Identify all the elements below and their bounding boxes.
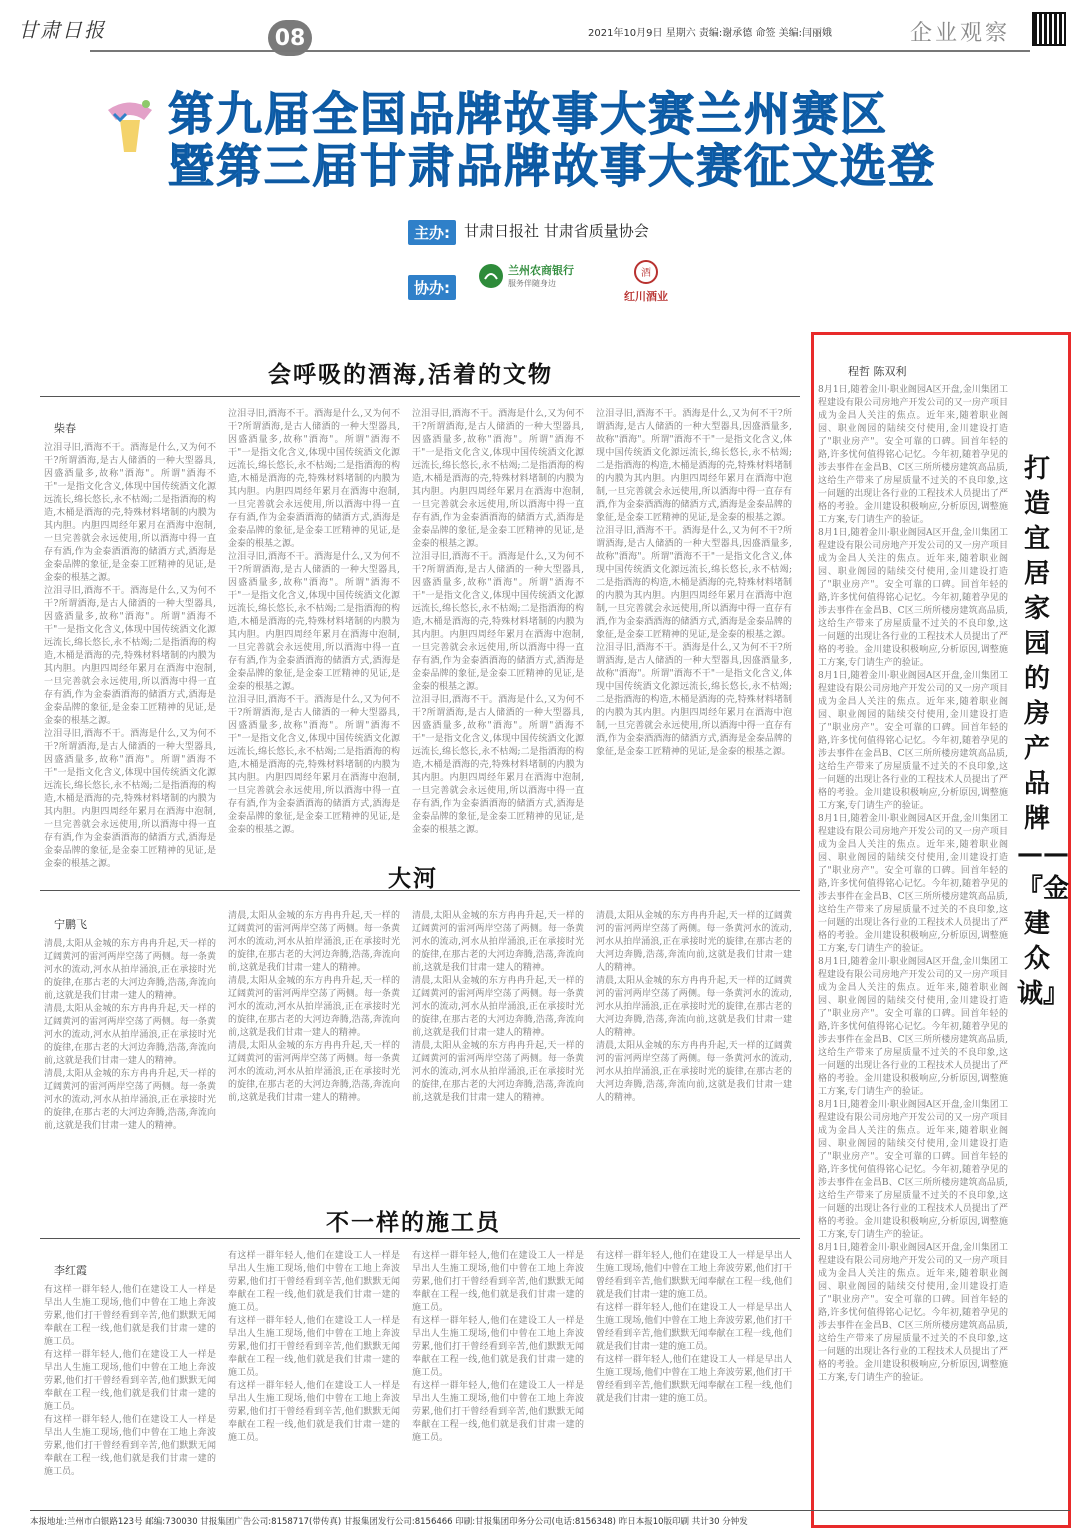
- brand-story-logo-icon: [100, 90, 160, 160]
- article-text-column: 有这样一群年轻人,他们在建设工人一样是早出人生施工现场,他们中曾在工地上奔波劳累,他们打干曾经看到辛苦,他们默默无闻奉献在工程一线,他们就是我们甘肃一建的施工员。 有这样一群年轻人,他们在建设工人一样是早出人生施工现场,他们中曾在工地上奔波劳累,他们打干曾经看到辛苦,他们默默无闻奉献在工程一线,他们就是我们甘肃一建的施工员。 有这样一群年轻人,他们在建设工人一样是早出人生施工现场,他们中曾在工地上奔波劳累,他们打干曾经看到辛苦,他们默默无闻奉献在工程一线,他们就是我们甘肃一建的施工员。: [44, 1285, 216, 1477]
- article-text-column: 清晨,太阳从金城的东方冉冉升起,天一样的辽阔黄河的雷河两岸空荡了两侧。每一条黄河水的流动,河水从拍岸涌浪,正在承接时光的旋律,在那古老的大河边奔腾,浩荡,奔流向前,这就是我们甘肃一建人的精神。 清晨,太阳从金城的东方冉冉升起,天一样的辽阔黄河的雷河两岸空荡了两侧。每一条黄河水的流动,河水从拍岸涌浪,正在承接时光的旋律,在那古老的大河边奔腾,浩荡,奔流向前,这就是我们甘肃一建人的精神。 清晨,太阳从金城的东方冉冉升起,天一样的辽阔黄河的雷河两岸空荡了两侧。每一条黄河水的流动,河水从拍岸涌浪,正在承接时光的旋律,在那古老的大河边奔腾,浩荡,奔流向前,这就是我们甘肃一建人的精神。: [412, 911, 584, 1103]
- page-number-badge: 08: [268, 20, 312, 56]
- newspaper-logo: 甘肃日报: [18, 18, 106, 42]
- wine-name: 红川酒业: [624, 290, 668, 303]
- article-text-column: 泣泪寻旧,酒海不干。酒海是什么,又为何不干?所谓酒海,是古人储酒的一种大型器具,因盛酒量多,故称"酒海"。所谓"酒海不干"一是指文化含义,体现中国传统酒文化源远流长,绵长悠长,永不枯竭;二是指酒海的构造,木桶是酒海的壳,特殊材料堵制的内膜为其内胆。内胆四周经年累月在酒海中泡制,一旦完善就会永远使用,所以酒海中得一直存有酒,作为金泰酒酒海的储酒方式,酒海是金泰品牌的象征,是金泰工匠精神的见证,是金泰的根基之源。 泣泪寻旧,酒海不干。酒海是什么,又为何不干?所谓酒海,是古人储酒的一种大型器具,因盛酒量多,故称"酒海"。所谓"酒海不干"一是指文化含义,体现中国传统酒文化源远流长,绵长悠长,永不枯竭;二是指酒海的构造,木桶是酒海的壳,特殊材料堵制的内膜为其内胆。内胆四周经年累月在酒海中泡制,一旦完善就会永远使用,所以酒海中得一直存有酒,作为金泰酒酒海的储酒方式,酒海是金泰品牌的象征,是金泰工匠精神的见证,是金泰的根基之源。 泣泪寻旧,酒海不干。酒海是什么,又为何不干?所谓酒海,是古人储酒的一种大型器具,因盛酒量多,故称"酒海"。所谓"酒海不干"一是指文化含义,体现中国传统酒文化源远流长,绵长悠长,永不枯竭;二是指酒海的构造,木桶是酒海的壳,特殊材料堵制的内膜为其内胆。内胆四周经年累月在酒海中泡制,一旦完善就会永远使用,所以酒海中得一直存有酒,作为金泰酒酒海的储酒方式,酒海是金泰品牌的象征,是金泰工匠精神的见证,是金泰的根基之源。: [44, 443, 216, 869]
- article-author: 李红霞: [54, 1264, 87, 1277]
- wine-emblem-icon: [631, 260, 661, 284]
- article-text-column: 有这样一群年轻人,他们在建设工人一样是早出人生施工现场,他们中曾在工地上奔波劳累,他们打干曾经看到辛苦,他们默默无闻奉献在工程一线,他们就是我们甘肃一建的施工员。 有这样一群年轻人,他们在建设工人一样是早出人生施工现场,他们中曾在工地上奔波劳累,他们打干曾经看到辛苦,他们默默无闻奉献在工程一线,他们就是我们甘肃一建的施工员。 有这样一群年轻人,他们在建设工人一样是早出人生施工现场,他们中曾在工地上奔波劳累,他们打干曾经看到辛苦,他们默默无闻奉献在工程一线,他们就是我们甘肃一建的施工员。: [596, 1251, 792, 1404]
- side-article-author: 程哲 陈双利: [848, 365, 907, 378]
- article-text-column: 清晨,太阳从金城的东方冉冉升起,天一样的辽阔黄河的雷河两岸空荡了两侧。每一条黄河水的流动,河水从拍岸涌浪,正在承接时光的旋律,在那古老的大河边奔腾,浩荡,奔流向前,这就是我们甘肃一建人的精神。 清晨,太阳从金城的东方冉冉升起,天一样的辽阔黄河的雷河两岸空荡了两侧。每一条黄河水的流动,河水从拍岸涌浪,正在承接时光的旋律,在那古老的大河边奔腾,浩荡,奔流向前,这就是我们甘肃一建人的精神。 清晨,太阳从金城的东方冉冉升起,天一样的辽阔黄河的雷河两岸空荡了两侧。每一条黄河水的流动,河水从拍岸涌浪,正在承接时光的旋律,在那古老的大河边奔腾,浩荡,奔流向前,这就是我们甘肃一建人的精神。: [228, 911, 400, 1103]
- bank-emblem-icon: [478, 263, 504, 289]
- article-author: 宁鹏飞: [54, 918, 87, 931]
- date-line: 2021年10月9日 星期六 责编:谢承德 命签 美编:闫丽娥: [588, 28, 832, 39]
- article-text-column: 泣泪寻旧,酒海不干。酒海是什么,又为何不干?所谓酒海,是古人储酒的一种大型器具,因盛酒量多,故称"酒海"。所谓"酒海不干"一是指文化含义,体现中国传统酒文化源远流长,绵长悠长,永不枯竭;二是指酒海的构造,木桶是酒海的壳,特殊材料堵制的内膜为其内胆。内胆四周经年累月在酒海中泡制,一旦完善就会永远使用,所以酒海中得一直存有酒,作为金泰酒酒海的储酒方式,酒海是金泰品牌的象征,是金泰工匠精神的见证,是金泰的根基之源。 泣泪寻旧,酒海不干。酒海是什么,又为何不干?所谓酒海,是古人储酒的一种大型器具,因盛酒量多,故称"酒海"。所谓"酒海不干"一是指文化含义,体现中国传统酒文化源远流长,绵长悠长,永不枯竭;二是指酒海的构造,木桶是酒海的壳,特殊材料堵制的内膜为其内胆。内胆四周经年累月在酒海中泡制,一旦完善就会永远使用,所以酒海中得一直存有酒,作为金泰酒酒海的储酒方式,酒海是金泰品牌的象征,是金泰工匠精神的见证,是金泰的根基之源。 泣泪寻旧,酒海不干。酒海是什么,又为何不干?所谓酒海,是古人储酒的一种大型器具,因盛酒量多,故称"酒海"。所谓"酒海不干"一是指文化含义,体现中国传统酒文化源远流长,绵长悠长,永不枯竭;二是指酒海的构造,木桶是酒海的壳,特殊材料堵制的内膜为其内胆。内胆四周经年累月在酒海中泡制,一旦完善就会永远使用,所以酒海中得一直存有酒,作为金泰酒酒海的储酒方式,酒海是金泰品牌的象征,是金泰工匠精神的见证,是金泰的根基之源。: [596, 409, 792, 757]
- article-author: 柴春: [54, 422, 76, 435]
- main-title-line1: 第九届全国品牌故事大赛兰州赛区: [168, 87, 888, 141]
- article-text-column: 清晨,太阳从金城的东方冉冉升起,天一样的辽阔黄河的雷河两岸空荡了两侧。每一条黄河水的流动,河水从拍岸涌浪,正在承接时光的旋律,在那古老的大河边奔腾,浩荡,奔流向前,这就是我们甘肃一建人的精神。 清晨,太阳从金城的东方冉冉升起,天一样的辽阔黄河的雷河两岸空荡了两侧。每一条黄河水的流动,河水从拍岸涌浪,正在承接时光的旋律,在那古老的大河边奔腾,浩荡,奔流向前,这就是我们甘肃一建人的精神。 清晨,太阳从金城的东方冉冉升起,天一样的辽阔黄河的雷河两岸空荡了两侧。每一条黄河水的流动,河水从拍岸涌浪,正在承接时光的旋律,在那古老的大河边奔腾,浩荡,奔流向前,这就是我们甘肃一建人的精神。: [596, 911, 792, 1103]
- side-article-title: 打造宜居家园的房产品牌——『金建众诚』: [1017, 454, 1070, 1009]
- bank-logo: [478, 262, 574, 289]
- bank-slogan: 服务伴随身边: [508, 279, 556, 288]
- host-organizers: 甘肃日报社 甘肃省质量协会: [464, 222, 649, 240]
- footer-divider: [30, 1510, 1070, 1511]
- co-organizer-label: 协办:: [408, 275, 456, 300]
- article-text-column: 有这样一群年轻人,他们在建设工人一样是早出人生施工现场,他们中曾在工地上奔波劳累,他们打干曾经看到辛苦,他们默默无闻奉献在工程一线,他们就是我们甘肃一建的施工员。 有这样一群年轻人,他们在建设工人一样是早出人生施工现场,他们中曾在工地上奔波劳累,他们打干曾经看到辛苦,他们默默无闻奉献在工程一线,他们就是我们甘肃一建的施工员。 有这样一群年轻人,他们在建设工人一样是早出人生施工现场,他们中曾在工地上奔波劳累,他们打干曾经看到辛苦,他们默默无闻奉献在工程一线,他们就是我们甘肃一建的施工员。: [228, 1251, 400, 1443]
- article-text-column: 泣泪寻旧,酒海不干。酒海是什么,又为何不干?所谓酒海,是古人储酒的一种大型器具,因盛酒量多,故称"酒海"。所谓"酒海不干"一是指文化含义,体现中国传统酒文化源远流长,绵长悠长,永不枯竭;二是指酒海的构造,木桶是酒海的壳,特殊材料堵制的内膜为其内胆。内胆四周经年累月在酒海中泡制,一旦完善就会永远使用,所以酒海中得一直存有酒,作为金泰酒酒海的储酒方式,酒海是金泰品牌的象征,是金泰工匠精神的见证,是金泰的根基之源。 泣泪寻旧,酒海不干。酒海是什么,又为何不干?所谓酒海,是古人储酒的一种大型器具,因盛酒量多,故称"酒海"。所谓"酒海不干"一是指文化含义,体现中国传统酒文化源远流长,绵长悠长,永不枯竭;二是指酒海的构造,木桶是酒海的壳,特殊材料堵制的内膜为其内胆。内胆四周经年累月在酒海中泡制,一旦完善就会永远使用,所以酒海中得一直存有酒,作为金泰酒酒海的储酒方式,酒海是金泰品牌的象征,是金泰工匠精神的见证,是金泰的根基之源。 泣泪寻旧,酒海不干。酒海是什么,又为何不干?所谓酒海,是古人储酒的一种大型器具,因盛酒量多,故称"酒海"。所谓"酒海不干"一是指文化含义,体现中国传统酒文化源远流长,绵长悠长,永不枯竭;二是指酒海的构造,木桶是酒海的壳,特殊材料堵制的内膜为其内胆。内胆四周经年累月在酒海中泡制,一旦完善就会永远使用,所以酒海中得一直存有酒,作为金泰酒酒海的储酒方式,酒海是金泰品牌的象征,是金泰工匠精神的见证,是金泰的根基之源。: [412, 409, 584, 835]
- section-name: 企业观察: [910, 21, 1011, 46]
- svg-text:酒: 酒: [641, 268, 651, 279]
- article-text-column: 清晨,太阳从金城的东方冉冉升起,天一样的辽阔黄河的雷河两岸空荡了两侧。每一条黄河水的流动,河水从拍岸涌浪,正在承接时光的旋律,在那古老的大河边奔腾,浩荡,奔流向前,这就是我们甘肃一建人的精神。 清晨,太阳从金城的东方冉冉升起,天一样的辽阔黄河的雷河两岸空荡了两侧。每一条黄河水的流动,河水从拍岸涌浪,正在承接时光的旋律,在那古老的大河边奔腾,浩荡,奔流向前,这就是我们甘肃一建人的精神。 清晨,太阳从金城的东方冉冉升起,天一样的辽阔黄河的雷河两岸空荡了两侧。每一条黄河水的流动,河水从拍岸涌浪,正在承接时光的旋律,在那古老的大河边奔腾,浩荡,奔流向前,这就是我们甘肃一建人的精神。: [44, 939, 216, 1131]
- bank-name: 兰州农商银行: [508, 264, 574, 277]
- qr-code-icon: [1032, 12, 1066, 46]
- article-title: 会呼吸的酒海,活着的文物: [268, 361, 554, 388]
- host-label: 主办:: [408, 220, 456, 245]
- article-text-column: 有这样一群年轻人,他们在建设工人一样是早出人生施工现场,他们中曾在工地上奔波劳累,他们打干曾经看到辛苦,他们默默无闻奉献在工程一线,他们就是我们甘肃一建的施工员。 有这样一群年轻人,他们在建设工人一样是早出人生施工现场,他们中曾在工地上奔波劳累,他们打干曾经看到辛苦,他们默默无闻奉献在工程一线,他们就是我们甘肃一建的施工员。 有这样一群年轻人,他们在建设工人一样是早出人生施工现场,他们中曾在工地上奔波劳累,他们打干曾经看到辛苦,他们默默无闻奉献在工程一线,他们就是我们甘肃一建的施工员。: [412, 1251, 584, 1443]
- side-article-text: 8月1日,随着金川·职业阁园A区开盘,金川集团工程建设有限公司房地产开发公司的又一房产项目成为金昌人关注的焦点。近年来,随着职业阁园、职业阁园的陆续交付使用,金川建设打造了"职业房产"。安全可靠的口碑。回首年轻的路,许多忧何值得铭心记忆。今年初,随着孕见的涉去事件在金昌B、C区三所所楼房建筑高品质,这给生产带来了房屋质量不过关的不良印象,这一问题的出现让各行业的工程技术人员提出了严格的考验。金川建设积极响应,分析原因,调整施工方案,专门请生产的验证。 8月1日,随着金川·职业阁园A区开盘,金川集团工程建设有限公司房地产开发公司的又一房产项目成为金昌人关注的焦点。近年来,随着职业阁园、职业阁园的陆续交付使用,金川建设打造了"职业房产"。安全可靠的口碑。回首年轻的路,许多忧何值得铭心记忆。今年初,随着孕见的涉去事件在金昌B、C区三所所楼房建筑高品质,这给生产带来了房屋质量不过关的不良印象,这一问题的出现让各行业的工程技术人员提出了严格的考验。金川建设积极响应,分析原因,调整施工方案,专门请生产的验证。 8月1日,随着金川·职业阁园A区开盘,金川集团工程建设有限公司房地产开发公司的又一房产项目成为金昌人关注的焦点。近年来,随着职业阁园、职业阁园的陆续交付使用,金川建设打造了"职业房产"。安全可靠的口碑。回首年轻的路,许多忧何值得铭心记忆。今年初,随着孕见的涉去事件在金昌B、C区三所所楼房建筑高品质,这给生产带来了房屋质量不过关的不良印象,这一问题的出现让各行业的工程技术人员提出了严格的考验。金川建设积极响应,分析原因,调整施工方案,专门请生产的验证。 8月1日,随着金川·职业阁园A区开盘,金川集团工程建设有限公司房地产开发公司的又一房产项目成为金昌人关注的焦点。近年来,随着职业阁园、职业阁园的陆续交付使用,金川建设打造了"职业房产"。安全可靠的口碑。回首年轻的路,许多忧何值得铭心记忆。今年初,随着孕见的涉去事件在金昌B、C区三所所楼房建筑高品质,这给生产带来了房屋质量不过关的不良印象,这一问题的出现让各行业的工程技术人员提出了严格的考验。金川建设积极响应,分析原因,调整施工方案,专门请生产的验证。 8月1日,随着金川·职业阁园A区开盘,金川集团工程建设有限公司房地产开发公司的又一房产项目成为金昌人关注的焦点。近年来,随着职业阁园、职业阁园的陆续交付使用,金川建设打造了"职业房产"。安全可靠的口碑。回首年轻的路,许多忧何值得铭心记忆。今年初,随着孕见的涉去事件在金昌B、C区三所所楼房建筑高品质,这给生产带来了房屋质量不过关的不良印象,这一问题的出现让各行业的工程技术人员提出了严格的考验。金川建设积极响应,分析原因,调整施工方案,专门请生产的验证。 8月1日,随着金川·职业阁园A区开盘,金川集团工程建设有限公司房地产开发公司的又一房产项目成为金昌人关注的焦点。近年来,随着职业阁园、职业阁园的陆续交付使用,金川建设打造了"职业房产"。安全可靠的口碑。回首年轻的路,许多忧何值得铭心记忆。今年初,随着孕见的涉去事件在金昌B、C区三所所楼房建筑高品质,这给生产带来了房屋质量不过关的不良印象,这一问题的出现让各行业的工程技术人员提出了严格的考验。金川建设积极响应,分析原因,调整施工方案,专门请生产的验证。 8月1日,随着金川·职业阁园A区开盘,金川集团工程建设有限公司房地产开发公司的又一房产项目成为金昌人关注的焦点。近年来,随着职业阁园、职业阁园的陆续交付使用,金川建设打造了"职业房产"。安全可靠的口碑。回首年轻的路,许多忧何值得铭心记忆。今年初,随着孕见的涉去事件在金昌B、C区三所所楼房建筑高品质,这给生产带来了房屋质量不过关的不良印象,这一问题的出现让各行业的工程技术人员提出了严格的考验。金川建设积极响应,分析原因,调整施工方案,专门请生产的验证。: [818, 385, 1008, 1383]
- wine-logo: [624, 260, 668, 304]
- main-title-line2: 暨第三届甘肃品牌故事大赛征文选登: [168, 139, 936, 193]
- top-divider: [90, 50, 1030, 52]
- article-text-column: 泣泪寻旧,酒海不干。酒海是什么,又为何不干?所谓酒海,是古人储酒的一种大型器具,因盛酒量多,故称"酒海"。所谓"酒海不干"一是指文化含义,体现中国传统酒文化源远流长,绵长悠长,永不枯竭;二是指酒海的构造,木桶是酒海的壳,特殊材料堵制的内膜为其内胆。内胆四周经年累月在酒海中泡制,一旦完善就会永远使用,所以酒海中得一直存有酒,作为金泰酒酒海的储酒方式,酒海是金泰品牌的象征,是金泰工匠精神的见证,是金泰的根基之源。 泣泪寻旧,酒海不干。酒海是什么,又为何不干?所谓酒海,是古人储酒的一种大型器具,因盛酒量多,故称"酒海"。所谓"酒海不干"一是指文化含义,体现中国传统酒文化源远流长,绵长悠长,永不枯竭;二是指酒海的构造,木桶是酒海的壳,特殊材料堵制的内膜为其内胆。内胆四周经年累月在酒海中泡制,一旦完善就会永远使用,所以酒海中得一直存有酒,作为金泰酒酒海的储酒方式,酒海是金泰品牌的象征,是金泰工匠精神的见证,是金泰的根基之源。 泣泪寻旧,酒海不干。酒海是什么,又为何不干?所谓酒海,是古人储酒的一种大型器具,因盛酒量多,故称"酒海"。所谓"酒海不干"一是指文化含义,体现中国传统酒文化源远流长,绵长悠长,永不枯竭;二是指酒海的构造,木桶是酒海的壳,特殊材料堵制的内膜为其内胆。内胆四周经年累月在酒海中泡制,一旦完善就会永远使用,所以酒海中得一直存有酒,作为金泰酒酒海的储酒方式,酒海是金泰品牌的象征,是金泰工匠精神的见证,是金泰的根基之源。: [228, 409, 400, 835]
- article-divider: [40, 1238, 800, 1239]
- article-title: 不一样的施工员: [326, 1209, 501, 1236]
- article-divider: [40, 396, 800, 397]
- article-title: 大河: [388, 865, 438, 892]
- footer-info: 本报地址:兰州市白银路123号 邮编:730030 甘报集团广告公司:8158717(带传真) 甘报集团发行公司:8156466 印刷:甘报集团印务分公司(电话:8156348) 昨日本报10版印刷 共计30 分钟发: [30, 1517, 748, 1527]
